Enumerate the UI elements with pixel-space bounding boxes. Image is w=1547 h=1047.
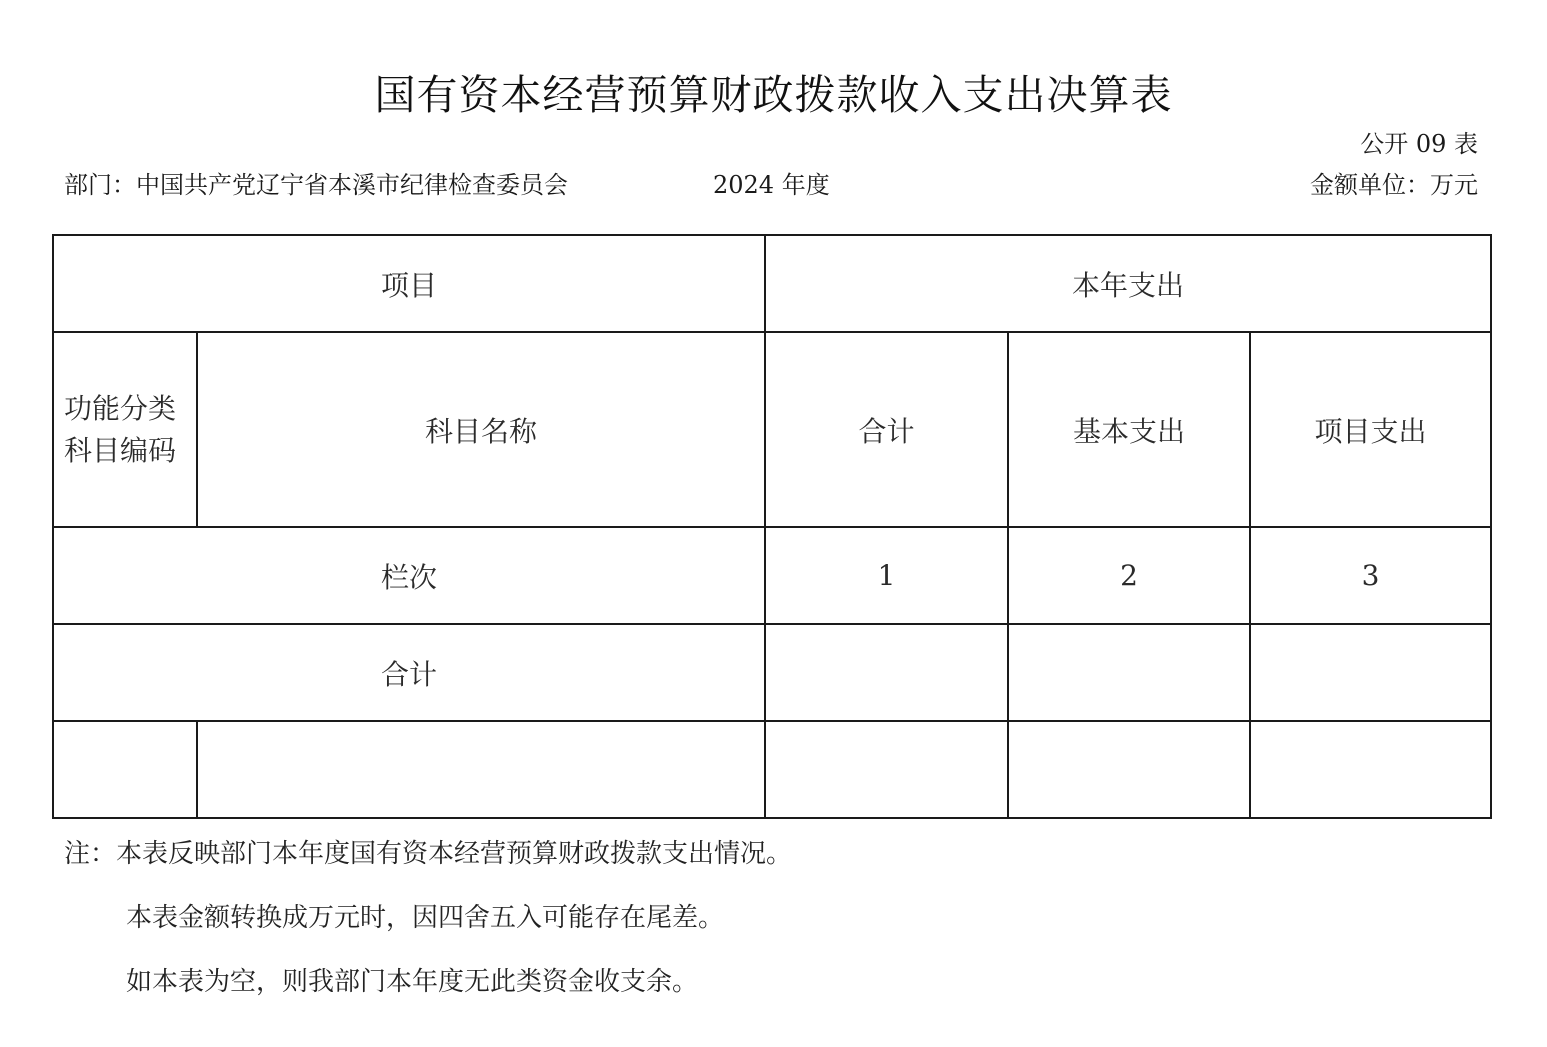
column-number-row bbox=[53, 527, 1491, 624]
total-cell-3 bbox=[1250, 624, 1491, 721]
column-number-label: 栏次 bbox=[53, 527, 765, 624]
col-subject-name: 科目名称 bbox=[197, 332, 765, 527]
total-row bbox=[53, 624, 1491, 721]
department-label: 部门：中国共产党辽宁省本溪市纪律检查委员会 bbox=[64, 171, 568, 199]
data-cell-total bbox=[765, 721, 1008, 818]
header-current-year-expense: 本年支出 bbox=[765, 235, 1491, 332]
form-number: 公开 09 表 bbox=[1360, 130, 1478, 158]
notes bbox=[64, 834, 792, 1026]
table-header-row bbox=[53, 235, 1491, 332]
col-basic-expense: 基本支出 bbox=[1008, 332, 1250, 527]
fiscal-year: 2024 年度 bbox=[713, 171, 830, 199]
note-line-1: 注：本表反映部门本年度国有资本经营预算财政拨款支出情况。 bbox=[64, 839, 793, 869]
total-cell-1 bbox=[765, 624, 1008, 721]
table-row bbox=[53, 721, 1491, 818]
column-number-3: 3 bbox=[1250, 527, 1491, 624]
column-number-1: 1 bbox=[765, 527, 1008, 624]
header-item: 项目 bbox=[53, 235, 765, 332]
col-function-code: 功能分类科目编码 bbox=[53, 332, 197, 527]
col-project-expense: 项目支出 bbox=[1250, 332, 1491, 527]
table-subheader-row bbox=[53, 332, 1491, 527]
data-cell-code bbox=[53, 721, 197, 818]
data-cell-basic bbox=[1008, 721, 1250, 818]
meta-row bbox=[64, 165, 830, 200]
budget-table bbox=[52, 234, 1492, 819]
column-number-2: 2 bbox=[1008, 527, 1250, 624]
col-total: 合计 bbox=[765, 332, 1008, 527]
data-cell-name bbox=[197, 721, 765, 818]
note-line-3: 如本表为空，则我部门本年度无此类资金收支余。 bbox=[126, 967, 699, 997]
total-cell-2 bbox=[1008, 624, 1250, 721]
amount-unit: 金额单位：万元 bbox=[1310, 171, 1478, 199]
document-title: 国有资本经营预算财政拨款收入支出决算表 bbox=[374, 71, 1173, 119]
data-cell-project bbox=[1250, 721, 1491, 818]
note-line-2: 本表金额转换成万元时，因四舍五入可能存在尾差。 bbox=[126, 903, 725, 933]
total-row-label: 合计 bbox=[53, 624, 765, 721]
